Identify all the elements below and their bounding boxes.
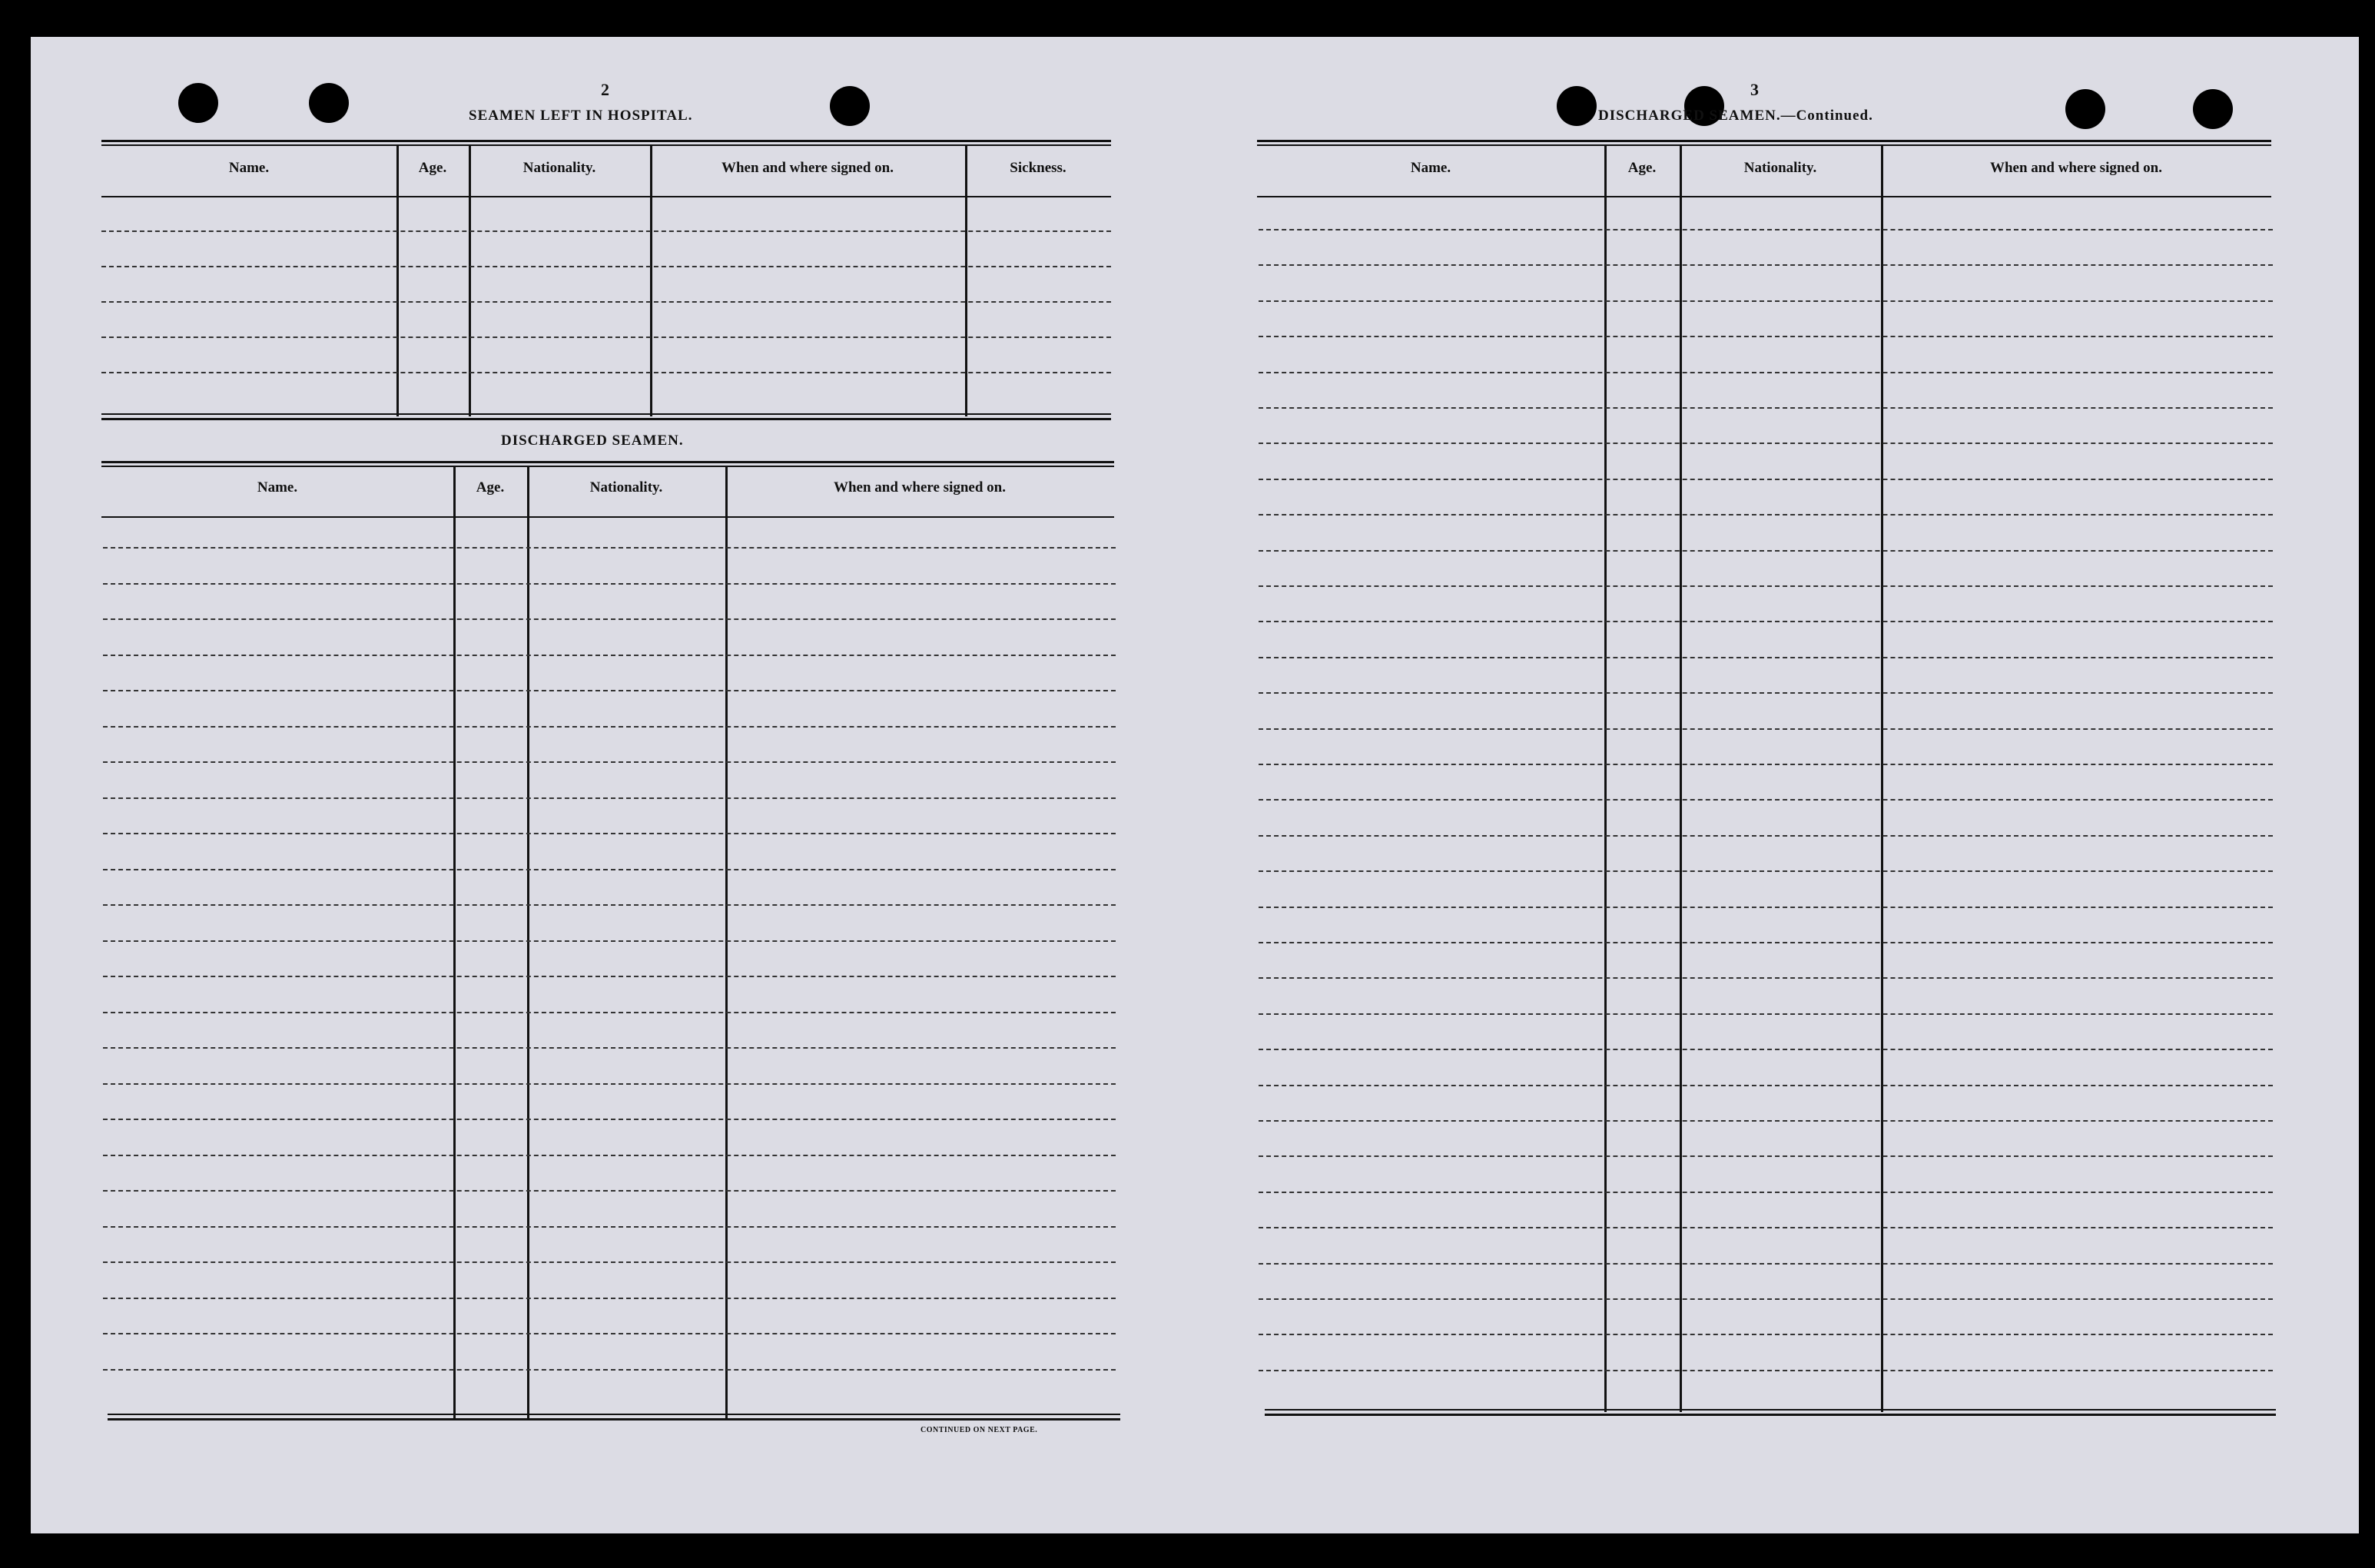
right-entry-line bbox=[1259, 942, 2273, 943]
discharged-entry-line bbox=[103, 1119, 1116, 1120]
discharged-entry-line bbox=[103, 726, 1116, 728]
right-entry-line bbox=[1259, 1120, 2273, 1122]
right-entry-line bbox=[1259, 1370, 2273, 1371]
hospital-col-divider bbox=[650, 146, 652, 416]
right-header-nationality: Nationality. bbox=[1743, 160, 1817, 176]
right-entry-line bbox=[1259, 1049, 2273, 1050]
hospital-entry-line bbox=[101, 230, 1111, 232]
discharged-entry-line bbox=[103, 1083, 1116, 1085]
hospital-col-divider bbox=[965, 146, 967, 416]
right-entry-line bbox=[1259, 977, 2273, 979]
discharged-entry-line bbox=[103, 1369, 1116, 1371]
right-entry-line bbox=[1259, 229, 2273, 230]
discharged-entry-line bbox=[103, 547, 1116, 549]
right-entry-line bbox=[1259, 657, 2273, 658]
hospital-header-name: Name. bbox=[228, 160, 270, 176]
discharged-entry-line bbox=[103, 1190, 1116, 1192]
punch-hole bbox=[1557, 86, 1597, 126]
hospital-header-age: Age. bbox=[418, 160, 447, 176]
right-entry-line bbox=[1259, 764, 2273, 765]
hospital-col-divider bbox=[396, 146, 399, 416]
right-entry-line bbox=[1259, 264, 2273, 266]
discharged-col-divider bbox=[453, 467, 456, 1418]
right-entry-line bbox=[1259, 443, 2273, 444]
right-entry-line bbox=[1259, 1085, 2273, 1086]
right-entry-line bbox=[1259, 1263, 2273, 1265]
hospital-top-rule bbox=[101, 140, 1111, 142]
right-entry-line bbox=[1259, 372, 2273, 373]
hospital-col-divider bbox=[469, 146, 471, 416]
right-header-signed-on: When and where signed on. bbox=[1989, 160, 2162, 176]
right-entry-line bbox=[1259, 585, 2273, 587]
right-entry-line bbox=[1259, 835, 2273, 837]
discharged-header-nationality: Nationality. bbox=[589, 479, 663, 496]
discharged-top-rule-2 bbox=[101, 466, 1114, 467]
hospital-top-rule-2 bbox=[101, 144, 1111, 146]
discharged-entry-line bbox=[103, 940, 1116, 942]
page-number-3: 3 bbox=[1750, 80, 1759, 99]
right-entry-line bbox=[1259, 336, 2273, 337]
hospital-bottom-rule-2 bbox=[101, 418, 1111, 420]
right-entry-line bbox=[1259, 1192, 2273, 1193]
discharged-header-signed-on: When and where signed on. bbox=[833, 479, 1006, 496]
discharged-entry-line bbox=[103, 797, 1116, 799]
discharged-entry-line bbox=[103, 833, 1116, 834]
discharged-entry-line bbox=[103, 1333, 1116, 1334]
discharged-bottom-rule bbox=[108, 1414, 1120, 1415]
hospital-header-nationality: Nationality. bbox=[522, 160, 596, 176]
right-entry-line bbox=[1259, 407, 2273, 409]
right-top-rule bbox=[1257, 140, 2271, 142]
discharged-entry-line bbox=[103, 618, 1116, 620]
right-entry-line bbox=[1259, 799, 2273, 801]
punch-hole bbox=[830, 86, 870, 126]
right-entry-line bbox=[1259, 728, 2273, 730]
discharged-entry-line bbox=[103, 1155, 1116, 1156]
discharged-entry-line bbox=[103, 655, 1116, 656]
right-entry-line bbox=[1259, 1334, 2273, 1335]
right-bottom-rule-2 bbox=[1265, 1414, 2276, 1416]
discharged-header-age: Age. bbox=[476, 479, 505, 496]
hospital-header-sickness: Sickness. bbox=[1010, 160, 1066, 176]
right-entry-line bbox=[1259, 1227, 2273, 1228]
discharged-col-divider bbox=[725, 467, 728, 1418]
punch-hole bbox=[2065, 89, 2105, 129]
right-entry-line bbox=[1259, 621, 2273, 622]
discharged-entry-line bbox=[103, 976, 1116, 977]
discharged-bottom-rule-2 bbox=[108, 1418, 1120, 1420]
discharged-entry-line bbox=[103, 1261, 1116, 1263]
discharged-entry-line bbox=[103, 1298, 1116, 1299]
discharged-header-rule bbox=[101, 516, 1114, 518]
discharged-header-name: Name. bbox=[257, 479, 298, 496]
discharged-section-title: DISCHARGED SEAMEN. bbox=[501, 433, 684, 449]
discharged-entry-line bbox=[103, 869, 1116, 870]
right-bottom-rule bbox=[1265, 1409, 2276, 1411]
right-entry-line bbox=[1259, 870, 2273, 872]
discharged-entry-line bbox=[103, 761, 1116, 763]
discharged-entry-line bbox=[103, 1047, 1116, 1049]
right-entry-line bbox=[1259, 514, 2273, 515]
hospital-section-title: SEAMEN LEFT IN HOSPITAL. bbox=[469, 108, 693, 124]
punch-hole bbox=[178, 83, 218, 123]
punch-hole bbox=[2193, 89, 2233, 129]
right-entry-line bbox=[1259, 1013, 2273, 1015]
right-entry-line bbox=[1259, 550, 2273, 552]
hospital-header-rule bbox=[101, 196, 1111, 197]
discharged-entry-line bbox=[103, 1226, 1116, 1228]
right-header-age: Age. bbox=[1627, 160, 1657, 176]
right-top-rule-2 bbox=[1257, 144, 2271, 146]
right-entry-line bbox=[1259, 479, 2273, 480]
discharged-entry-line bbox=[103, 1012, 1116, 1013]
discharged-col-divider bbox=[527, 467, 529, 1418]
right-header-name: Name. bbox=[1410, 160, 1451, 176]
continued-footer: CONTINUED ON NEXT PAGE. bbox=[920, 1426, 1038, 1434]
right-entry-line bbox=[1259, 692, 2273, 694]
right-entry-line bbox=[1259, 300, 2273, 302]
hospital-entry-line bbox=[101, 372, 1111, 373]
continued-section-title: DISCHARGED SEAMEN.—Continued. bbox=[1598, 108, 1873, 124]
discharged-entry-line bbox=[103, 690, 1116, 691]
right-entry-line bbox=[1259, 907, 2273, 908]
right-entry-line bbox=[1259, 1155, 2273, 1157]
hospital-entry-line bbox=[101, 266, 1111, 267]
hospital-header-signed-on: When and where signed on. bbox=[721, 160, 894, 176]
discharged-top-rule bbox=[101, 461, 1114, 463]
page-number-2: 2 bbox=[601, 80, 609, 99]
right-header-rule bbox=[1257, 196, 2271, 197]
hospital-entry-line bbox=[101, 301, 1111, 303]
hospital-entry-line bbox=[101, 336, 1111, 338]
punch-hole bbox=[309, 83, 349, 123]
right-entry-line bbox=[1259, 1298, 2273, 1300]
discharged-entry-line bbox=[103, 583, 1116, 585]
scanned-form-spread bbox=[31, 37, 2359, 1533]
discharged-entry-line bbox=[103, 904, 1116, 906]
hospital-bottom-rule bbox=[101, 413, 1111, 415]
